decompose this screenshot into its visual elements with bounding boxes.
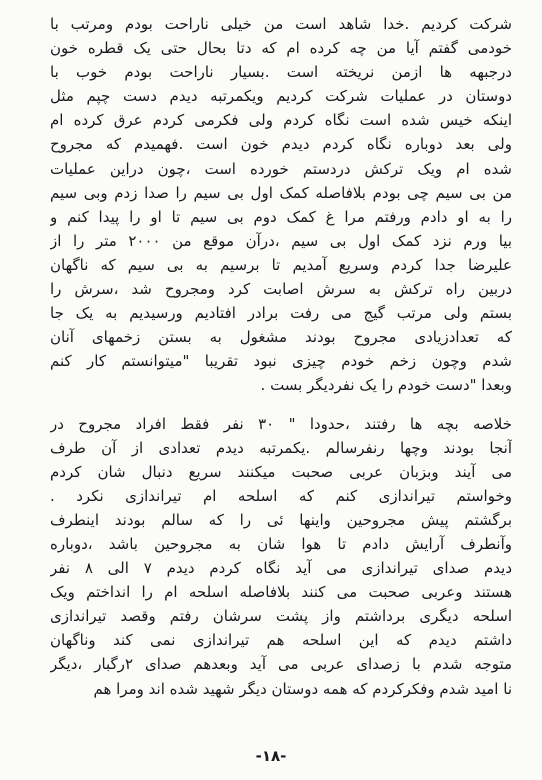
text-line: خلاصه بچه ها رفتند ،حدودا " ۳۰ نفر فقط افراد مجروح در (50, 414, 512, 433)
text-line: آنجا بودند وچها رنفرسالم .یکمرتبه دیدم تعدادی از آن طرف (50, 438, 512, 457)
paragraph-1 (50, 12, 512, 398)
text-line: خودمی گفتم آیا من چه کرده ام که دتا بحال حتی یک قطره خون (50, 39, 512, 58)
text-line: دیدم صدای تیراندازی می آید نگاه کردم دیدم ۷ الی ۸ نفر (50, 559, 512, 578)
text-line: من بی سیم چی بودم بلافاصله کمک اول بی سیم را صدا زدم وبی سیم (50, 183, 512, 202)
text-line: اسلحه دیگری برداشتم واز پشت سرشان رفتم وقصد تیراندازی (50, 607, 512, 626)
text-line: بیا ورم نزد کمک اول بی سیم ،درآن موقع من ۲۰۰۰ متر را از (50, 231, 512, 250)
text-line: ولی بعد دوباره نگاه کردم دیدم خون است .فهمیدم که مجروح (50, 135, 512, 154)
text-line: وآنطرف آرایش دادم تا هوا شان به مجروحین باشد ،دوباره (50, 534, 512, 553)
text-line: شرکت کردیم .خدا شاهد است من خیلی ناراحت بودم ومرتب با (50, 15, 512, 33)
body-text (50, 12, 512, 701)
text-line: هستند وعربی صحبت می کنند بلافاصله اسلحه ام را انداختم ویک (50, 583, 512, 602)
text-line: برگشتم پیش مجروحین واینها ئی را که سالم بودند اینطرف (50, 510, 512, 529)
text-line: متوجه شدم با زصدای عربی می آید وبعدهم صدای ۲رگبار ،دیگر (50, 655, 512, 674)
text-line: اینکه خیس شده است نگاه کردم ولی فکرمی کردم عرق کرده ام (50, 111, 512, 130)
text-line: علیرضا جدا کردم وسریع آمدیم تا برسیم به بی سیم که ناگهان (50, 255, 512, 274)
page-number: -۱۸- (255, 747, 287, 765)
text-line: می آیند وبزبان عربی صحبت میکنند سریع دنبال شان کردم (50, 462, 512, 481)
text-line: وبعدا "دست خودم را یک نفردیگر بست . (260, 376, 512, 395)
text-line: شده ام ویک ترکش دردستم خورده است ،چون دراین عملیات (50, 159, 512, 178)
text-line: دوستان در عملیات شرکت کردیم ویکمرتبه دیدم دست چپم مثل (50, 87, 512, 106)
text-line: داشتم دیدم که این اسلحه هم تیراندازی نمی کند وناگهان (50, 631, 512, 650)
text-line: را به او دادم ورفتم مرا غ کمک دوم بی سیم تا او را پیدا کنم و (50, 207, 512, 226)
paragraph-2 (50, 412, 512, 701)
text-line: وخواستم تیراندازی کنم که اسلحه ام تیراندازی نکرد . (50, 486, 512, 505)
text-line: که تعدادزیادی مجروح بودند مشغول به بستن زخمهای آنان (50, 328, 512, 347)
text-line: شدم وچون زخم خودم چیزی نبود تقریبا "میتوانستم کار کنم (50, 352, 512, 371)
text-line: بستم ولی مرتب گیج می رفت برادر افتادیم ورسیدیم به یک جا (50, 304, 512, 323)
text-line: نا امید شدم وفکرکردم که همه دوستان دیگر شهید شده اند ومرا هم (93, 679, 512, 698)
text-line: دربین راه ترکش به سرش اصابت کرد ومجروح شد ،سرش را (50, 280, 512, 299)
text-line: درجبهه ها ازمن نریخته است .بسیار ناراحت بودم خوب با (50, 63, 512, 82)
